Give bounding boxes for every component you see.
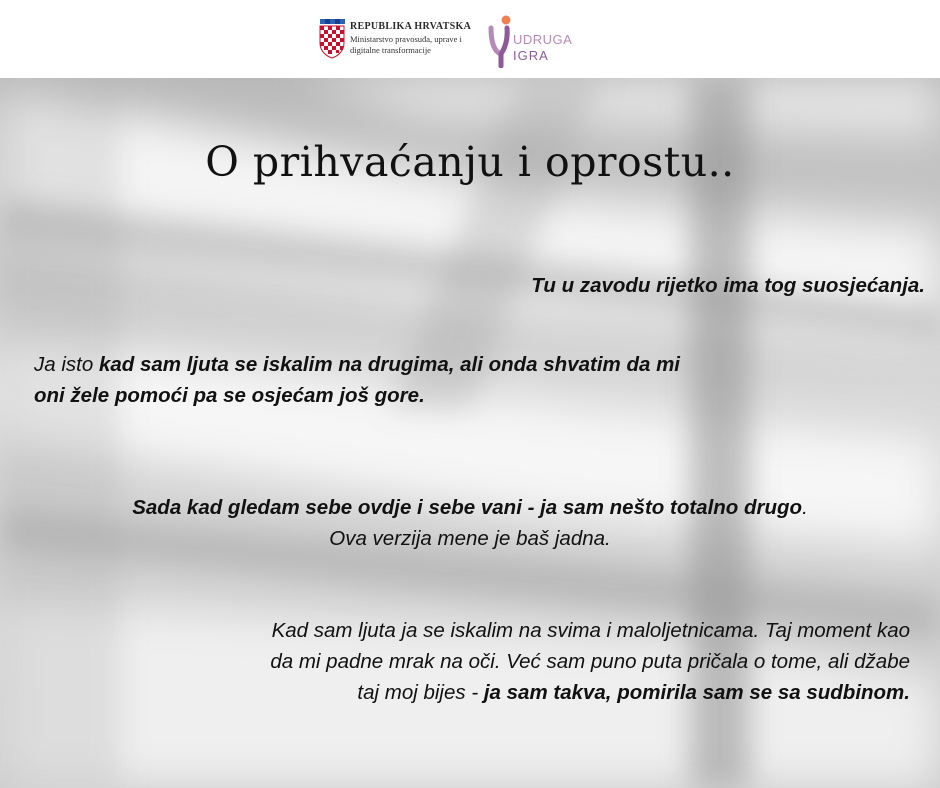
post-title: O prihvaćanju i oprostu.. — [205, 138, 735, 186]
quote-2-bold-line2: oni žele pomoći pa se osjećam još gore. — [34, 384, 425, 407]
government-logo — [318, 19, 508, 63]
udruga-igra-mark-icon — [487, 14, 513, 68]
quote-2-bold-line1: kad sam ljuta se iskalim na drugima, ali onda shvatim da mi — [98, 353, 680, 376]
quote-paragraph-4 — [30, 615, 910, 708]
gov-logo-subtitle-line2: digitalne transformacije — [350, 45, 431, 55]
quote-3-line2: Ova verzija mene je baš jadna. — [329, 527, 611, 550]
quote-paragraph-2 — [34, 349, 914, 411]
quote-3-bold: Sada kad gledam sebe ovdje i sebe vani - ja sam nešto totalno drugo — [132, 496, 803, 519]
quote-paragraph-1 — [300, 270, 925, 301]
udruga-igra-logo — [487, 14, 587, 68]
quote-paragraph-3 — [20, 492, 920, 554]
quote-3-period: . — [802, 496, 808, 519]
gov-logo-title: REPUBLIKA HRVATSKA — [350, 21, 472, 32]
gov-logo-subtitle — [350, 34, 500, 56]
header-bar — [0, 0, 940, 78]
quote-4-line3-bold: ja sam takva, pomirila sam se sa sudbinom. — [483, 681, 910, 704]
quote-4-line1: Kad sam ljuta ja se iskalim na svima i maloljetnicama. Taj moment kao — [271, 619, 910, 642]
croatian-coat-of-arms-icon — [318, 19, 346, 59]
quote-4-line2: da mi padne mrak na oči. Već sam puno puta pričala o tome, ali džabe — [270, 650, 910, 673]
igra-logo-line1: UDRUGA — [513, 32, 573, 47]
gov-logo-subtitle-line1: Ministarstvo pravosuđa, uprave i — [350, 34, 462, 44]
igra-logo-line2: IGRA — [513, 48, 549, 63]
quote-1-bold: Tu u zavodu rijetko ima tog suosjećanja. — [531, 274, 925, 297]
quote-4-line3-plain: taj moj bijes - — [357, 681, 484, 704]
quote-2-plain: Ja isto — [34, 353, 99, 376]
